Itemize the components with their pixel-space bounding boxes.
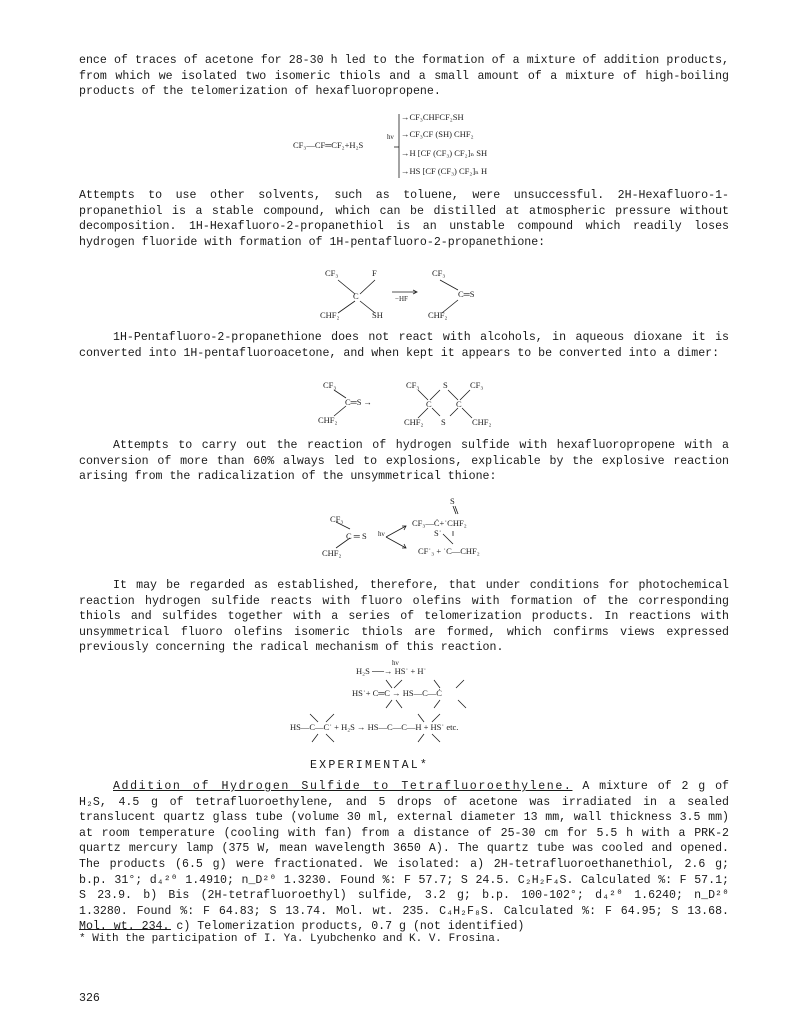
radical-pair-upper: CF₃—Ċ+˙CHF₂ bbox=[412, 518, 467, 528]
minus-hf-label: −HF bbox=[395, 295, 408, 303]
scheme-dimerization bbox=[318, 380, 518, 432]
dimer-sulfur-top: S bbox=[443, 380, 448, 390]
paragraph-thione-behaviour: 1H-Pentafluoro-2-propanethione does not react with alcohols, in aqueous dioxane it is converted into 1H-pentafluoroacetone, and when kept it appears to be converted into a dimer: bbox=[79, 331, 729, 360]
experimental-body: A mixture of 2 g of H₂S, 4.5 g of tetrafluoroethylene, and 5 drops of acetone was irradiated in a sealed translucent quartz glass tube (volume 30 ml, external diameter 13 mm, wall thickness 3.5 mm) at room temperature (cooling with fan) from a distance of 25-30 cm for 5.5 h with a PRK-2 quartz mercury lamp (375 W, mean wavelength 3650 A). The quartz tube was cooled and opened. The products (6.5 g) were fractionated. We isolated: a) 2H-tetrafluoroethanethiol, 2.6 g; b.p. 31°; d₄²⁰ 1.4910; n_D²⁰ 1.3230. Found %: F 57.7; S 24.5. C₂H₂F₄S. Calculated %: F 57.1; S 23.9. b) Bis (2H-tetrafluoroethyl) sulfide, 3.2 g; b.p. 100-102°; d₄²⁰ 1.6240; n_D²⁰ 1.3280. Found %: F 64.83; S 13.74. Mol. wt. 235. C₄H₂F₈S. Calculated %: F 64.95; S 13.68. Mol. wt. 234. c) Telomerization products, 0.7 g (not identified) bbox=[79, 780, 729, 934]
paragraph-telomerization: ence of traces of acetone for 28-30 h led to the formation of a mixture of addition products, from which we isolated two isomeric thiols and a small amount of a mixture of high-boiling products of the telomerization of hexafluoropropene. bbox=[79, 54, 729, 99]
page-number: 326 bbox=[79, 992, 100, 1005]
paragraph-explosions: Attempts to carry out the reaction of hydrogen sulfide with hexafluoropropene with a conversion of more than 60% always led to explosions, explicable by the explosive reaction arising from the radicalization of the unsymmetrical thione: bbox=[79, 439, 729, 484]
product-telomer-sulfide: →HS [CF (CF₃) CF₂]ₙ H bbox=[401, 166, 488, 176]
dimer-cf3-left: CF₃ bbox=[406, 380, 420, 390]
initiation-step: H₂S ──→ HS˙ + H˙ bbox=[356, 666, 427, 676]
footnote-divider bbox=[79, 929, 171, 930]
sulfur-atom-top: S bbox=[450, 496, 455, 506]
addition-step: HS˙+ C═C → HS—C—Ċ bbox=[352, 688, 442, 698]
product-1h-thiol: →CF₃CF (SH) CHF₂ bbox=[401, 129, 474, 139]
thione-arrow: C═S → bbox=[345, 397, 373, 407]
footnote: * With the participation of I. Ya. Lyubchenko and K. V. Frosina. bbox=[79, 933, 502, 945]
dimer-chf2-left: CHF₂ bbox=[404, 417, 424, 427]
thione-group: C ═ S bbox=[346, 531, 367, 541]
scheme-addition-products bbox=[293, 112, 523, 190]
product-telomer-thiol: →H [CF (CF₃) CF₂]ₙ SH bbox=[401, 148, 488, 158]
dimer-cf3-right: CF₃ bbox=[470, 380, 484, 390]
hv-label: hν bbox=[392, 659, 399, 667]
cf3-group: CF₃ bbox=[330, 514, 344, 524]
dimer-sulfur-bottom: S bbox=[441, 417, 446, 427]
chf2-group: CHF₂ bbox=[318, 415, 338, 425]
dimer-carbon-right: C bbox=[456, 399, 462, 409]
dimer-carbon-left: C bbox=[426, 399, 432, 409]
cf3-group-product: CF₃ bbox=[432, 268, 446, 278]
hv-label: hν bbox=[378, 530, 385, 538]
central-carbon: C bbox=[353, 291, 359, 301]
thione-group: C═S bbox=[458, 289, 475, 299]
chf2-group: CHF₂ bbox=[320, 310, 340, 320]
product-2h-thiol: →CF₃CHFCF₂SH bbox=[401, 112, 464, 122]
chf2-group: CHF₂ bbox=[322, 548, 342, 558]
scheme-hf-elimination bbox=[320, 268, 490, 328]
cf3-group: CF₃ bbox=[325, 268, 339, 278]
chain-transfer-step: HS—C—C˙ + H₂S → HS—C—C—H + HS˙ etc. bbox=[290, 722, 459, 732]
sulfur-radical: S˙ bbox=[434, 528, 442, 538]
reactants-hexafluoropropene-h2s: CF₃—CF═CF₂+H₂S bbox=[293, 140, 364, 150]
hv-label: hν bbox=[387, 133, 394, 141]
paragraph-conclusion: It may be regarded as established, therefore, that under conditions for photochemical reaction hydrogen sulfide reacts with fluoro olefins with formation of the corresponding thiols and sulfides together with a series of telomerization products. In reactions with unsymmetrical fluoro olefins isomeric thiols are formed, which confirms views expressed previously concerning the radical mechanism of this reaction. bbox=[79, 579, 729, 655]
section-heading: EXPERIMENTAL* bbox=[310, 759, 430, 772]
cf3-group: CF₃ bbox=[323, 380, 337, 390]
radical-pair-lower: CF˙₃ + ˙C—CHF₂ bbox=[418, 546, 480, 556]
scheme-radical-mechanism bbox=[290, 658, 530, 748]
experimental-subheading: Addition of Hydrogen Sulfide to Tetrafluoroethylene. bbox=[113, 780, 573, 793]
dimer-chf2-right: CHF₂ bbox=[472, 417, 492, 427]
fluorine-atom: F bbox=[372, 268, 377, 278]
paragraph-solvents: Attempts to use other solvents, such as toluene, were unsuccessful. 2H-Hexafluoro-1-propanethiol is a stable compound, which can be distilled at atmospheric pressure without decomposition. 1H-Hexafluoro-2-propanethiol is an unstable compound which readily loses hydrogen fluoride with formation of 1H-pentafluoro-2-propanethione: bbox=[79, 189, 729, 249]
chf2-group-product: CHF₂ bbox=[428, 310, 448, 320]
scheme-radicalization bbox=[322, 496, 532, 566]
sh-group: SH bbox=[372, 310, 383, 320]
experimental-paragraph bbox=[79, 779, 729, 935]
